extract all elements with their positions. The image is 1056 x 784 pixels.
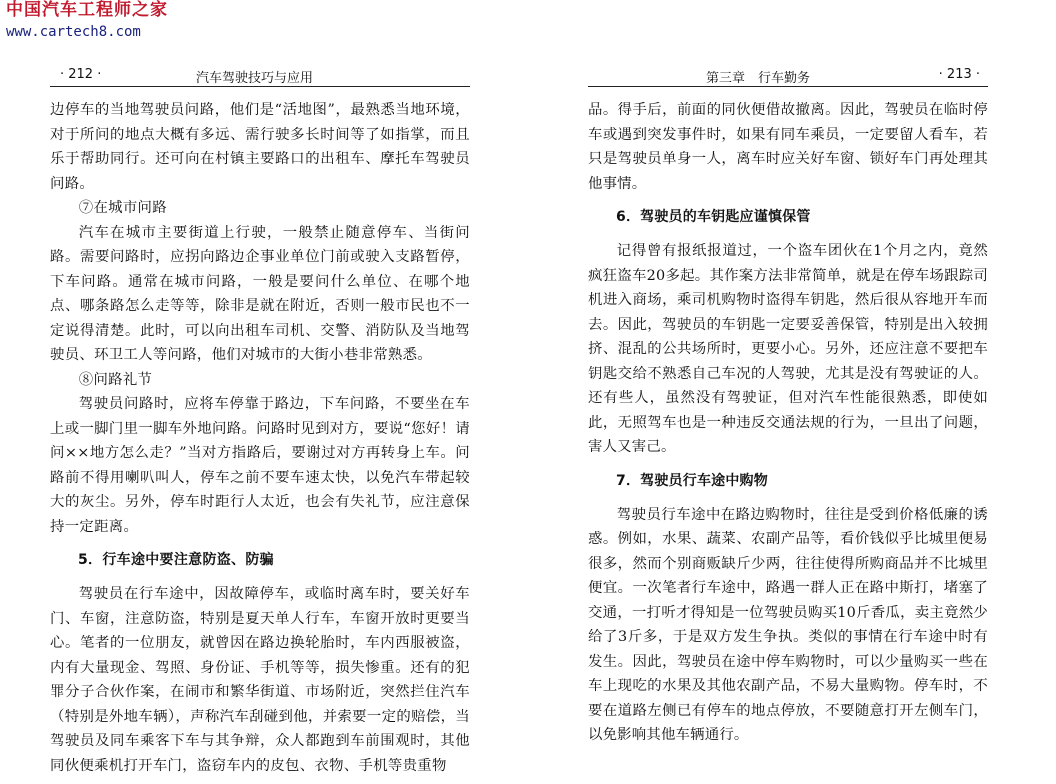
left-running-title: 汽车驾驶技巧与应用 xyxy=(196,71,314,86)
watermark-logo-text: 中国汽车工程师之家 xyxy=(6,0,168,20)
right-page-body xyxy=(588,98,988,748)
paragraph-ask-in-city: 汽车在城市主要街道上行驶，一般禁止随意停车、当街问路。需要问路时，应拐向路边企事业单位门前或驶入支路暂停，下车问路。通常在城市问路，一般是要问什么单位、在哪个地点、哪条路怎么走等等，除非是就在附近，否则一般市民也不一定说得清楚。此时，可以向出租车司机、交警、消防队及当地驾驶员、环卫工人等问路，他们对城市的大街小巷非常熟悉。 xyxy=(50,224,470,363)
paragraph-roadside-shopping: 驾驶员行车途中在路边购物时，往往是受到价格低廉的诱惑。例如，水果、蔬菜、农副产品等，看价钱似乎比城里便易很多，然而个别商贩缺斤少两，往往使得所购商品并不比城里便宜。一次笔者行车途中，路遇一群人正在路中斯打，堵塞了交通，一打听才得知是一位驾驶员购买10斤香瓜，卖主竟然少给了3斤多，于是双方发生争执。类似的事情在行车途中时有发生。因此，驾驶员在途中停车购物时，可以少量购买一些在车上现吃的水果及其他农副产品，不易大量购物。停车时，不要在道路左侧已有停车的地点停放，不要随意打开左侧车门，以免影响其他车辆通行。 xyxy=(588,506,988,743)
left-page-body xyxy=(50,98,470,778)
left-page-header xyxy=(50,64,470,87)
left-page-number: · 212 · xyxy=(60,67,102,82)
paragraph-car-keys: 记得曾有报纸报道过，一个盗车团伙在1个月之内，竟然疯狂盗车20多起。其作案方法非常简单，就是在停车场跟踪司机进入商场，乘司机购物时盗得车钥匙，然后很从容地开车而去。因此，驾驶员的车钥匙一定要妥善保管，特别是出入较拥挤、混乱的公共场所时，更要小心。另外，还应注意不要把车钥匙交给不熟悉自己车况的人驾驶，尤其是没有驾驶证的人。还有些人，虽然没有驾驶证，但对汽车性能很熟悉，即使如此，无照驾车也是一种违反交通法规的行为，一旦出了问题，害人又害己。 xyxy=(588,243,988,455)
paragraph-continuation-theft: 品。得手后，前面的同伙便借故撤离。因此，驾驶员在临时停车或遇到突发事件时，如果有同车乘员，一定要留人看车，若只是驾驶员单身一人，离车时应关好车窗、锁好车门再处理其他事情。 xyxy=(588,102,988,192)
subheading-asking-etiquette: ⑧问路礼节 xyxy=(78,371,153,388)
left-page xyxy=(50,0,470,784)
subheading-ask-in-city: ⑦在城市问路 xyxy=(78,200,167,216)
paragraph-theft-prevention: 驾驶员在行车途中，因故障停车，或临时离车时，要关好车门、车窗，注意防盗，特别是夏天单人行车，车窗开放时更要当心。笔者的一位朋友，就曾因在路边换轮胎时，车内西服被盗，内有大量现金、驾照、身份证、手机等等，损失惨重。还有的犯罪分子合伙作案，在闹市和繁华街道、市场附近，突然拦住汽车（特别是外地车辆），声称汽车刮碰到他，并索要一定的赔偿，当驾驶员及同车乘客下车与其争辩，众人都跑到车前围观时，其他同伙便乘机打开车门，盗窃车内的皮包、衣物、手机等贵重物 xyxy=(50,586,470,774)
right-page-number: · 213 · xyxy=(938,67,980,82)
section-heading-6: 6．驾驶员的车钥匙应谨慎保管 xyxy=(616,209,811,225)
paragraph-continuation-asking-locals: 边停车的当地驾驶员问路，他们是“活地图”，最熟悉当地环境，对于所问的地点大概有多远、需行驶多长时间等了如指掌，而且乐于帮助同行。还可向在村镇主要路口的出租车、摩托车驾驶员问路。 xyxy=(50,102,470,192)
right-page-header xyxy=(588,64,988,87)
right-running-title: 第三章 行车勤务 xyxy=(706,71,811,86)
right-page xyxy=(588,0,988,784)
section-heading-5: 5．行车途中要注意防盗、防骗 xyxy=(78,552,274,568)
paragraph-asking-etiquette: 驾驶员问路时，应将车停靠于路边，下车问路，不要坐在车上或一脚门里一脚车外地问路。问路时见到对方，要说“您好！请问××地方怎么走？”当对方指路后，要谢过对方再转身上车。问路前不得用喇叭叫人，停车之前不要车速太快，以免汽车带起较大的灰尘。另外，停车时距行人太近，也会有失礼节，应注意保持一定距离。 xyxy=(50,396,470,535)
section-heading-7: 7．驾驶员行车途中购物 xyxy=(616,472,768,489)
watermark-url: www.cartech8.com xyxy=(6,24,141,40)
